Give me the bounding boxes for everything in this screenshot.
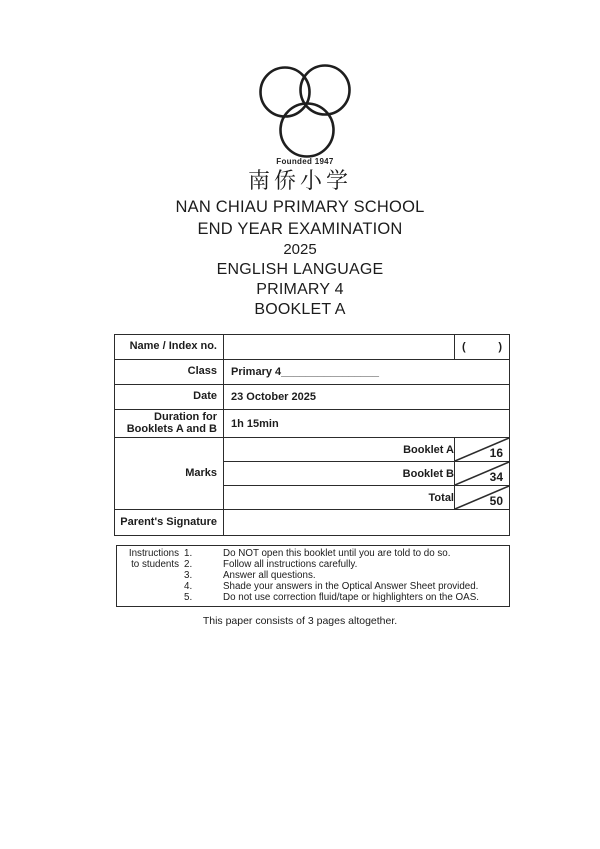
signature-row — [115, 510, 510, 536]
level-title: PRIMARY 4 — [256, 281, 344, 298]
signature-label: Parent's Signature — [115, 510, 224, 536]
instructions-list — [179, 549, 509, 604]
instruction-text: Answer all questions. — [223, 569, 316, 581]
total-label: Total — [224, 486, 455, 510]
booklet-b-score-cell — [455, 462, 510, 486]
instruction-number: 4. — [184, 580, 193, 592]
name-value-cell — [224, 335, 455, 360]
instructions-box — [116, 545, 510, 607]
booklet-a-score-cell — [455, 438, 510, 462]
duration-label-line2: Booklets A and B — [126, 422, 217, 435]
date-value: 23 October 2025 — [224, 385, 510, 410]
instruction-text: Shade your answers in the Optical Answer Sheet provided. — [223, 580, 479, 592]
total-marks: 50 — [489, 494, 503, 508]
page-count-note: This paper consists of 3 pages altogether. — [202, 615, 398, 627]
instruction-number: 5. — [184, 591, 193, 603]
info-table — [114, 334, 510, 536]
exam-year: 2025 — [283, 241, 317, 258]
class-label: Class — [115, 360, 224, 385]
booklet-a-label: Booklet A — [224, 438, 455, 462]
exam-title: END YEAR EXAMINATION — [197, 220, 403, 238]
instruction-item — [179, 593, 509, 604]
school-logo-rings-icon — [252, 62, 358, 160]
paren-open: ( — [462, 341, 466, 353]
booklet-b-label: Booklet B — [224, 462, 455, 486]
school-name: NAN CHIAU PRIMARY SCHOOL — [175, 198, 425, 216]
duration-row — [115, 410, 510, 438]
instruction-text: Do not use correction fluid/tape or highlighters on the OAS. — [223, 591, 479, 603]
date-row — [115, 385, 510, 410]
class-row — [115, 360, 510, 385]
duration-value: 1h 15min — [224, 410, 510, 438]
instructions-heading — [117, 549, 179, 604]
instructions-heading-line1: Instructions — [128, 548, 179, 559]
instruction-text: Follow all instructions carefully. — [223, 558, 358, 570]
instruction-number: 3. — [184, 569, 193, 581]
booklet-b-marks: 34 — [489, 470, 503, 484]
index-brackets-cell — [455, 335, 510, 360]
booklet-a-marks: 16 — [489, 446, 503, 460]
title-block — [0, 168, 600, 320]
class-value: Primary 4 — [231, 366, 282, 378]
marks-label: Marks — [115, 438, 224, 510]
signature-value-cell — [224, 510, 510, 536]
total-score-cell — [455, 486, 510, 510]
paren-close: ) — [498, 341, 502, 353]
duration-label — [115, 410, 224, 438]
class-underline: ________________ — [281, 366, 380, 378]
duration-label-line1: Duration for — [154, 411, 217, 423]
date-label: Date — [115, 385, 224, 410]
booklet-a-marks-row — [115, 438, 510, 462]
booklet-title: BOOKLET A — [254, 301, 346, 318]
instruction-item — [179, 582, 509, 593]
school-name-chinese: 南侨小学 — [247, 169, 352, 194]
class-value-cell — [224, 360, 510, 385]
name-label: Name / Index no. — [115, 335, 224, 360]
subject-title: ENGLISH LANGUAGE — [216, 261, 384, 278]
instruction-number: 1. — [184, 548, 193, 559]
founded-year-text: Founded 1947 — [276, 157, 334, 166]
instruction-text: Do NOT open this booklet until you are told to do so. — [223, 548, 451, 559]
name-row — [115, 335, 510, 360]
instruction-number: 2. — [184, 558, 193, 570]
instructions-heading-line2: to students — [131, 558, 179, 570]
